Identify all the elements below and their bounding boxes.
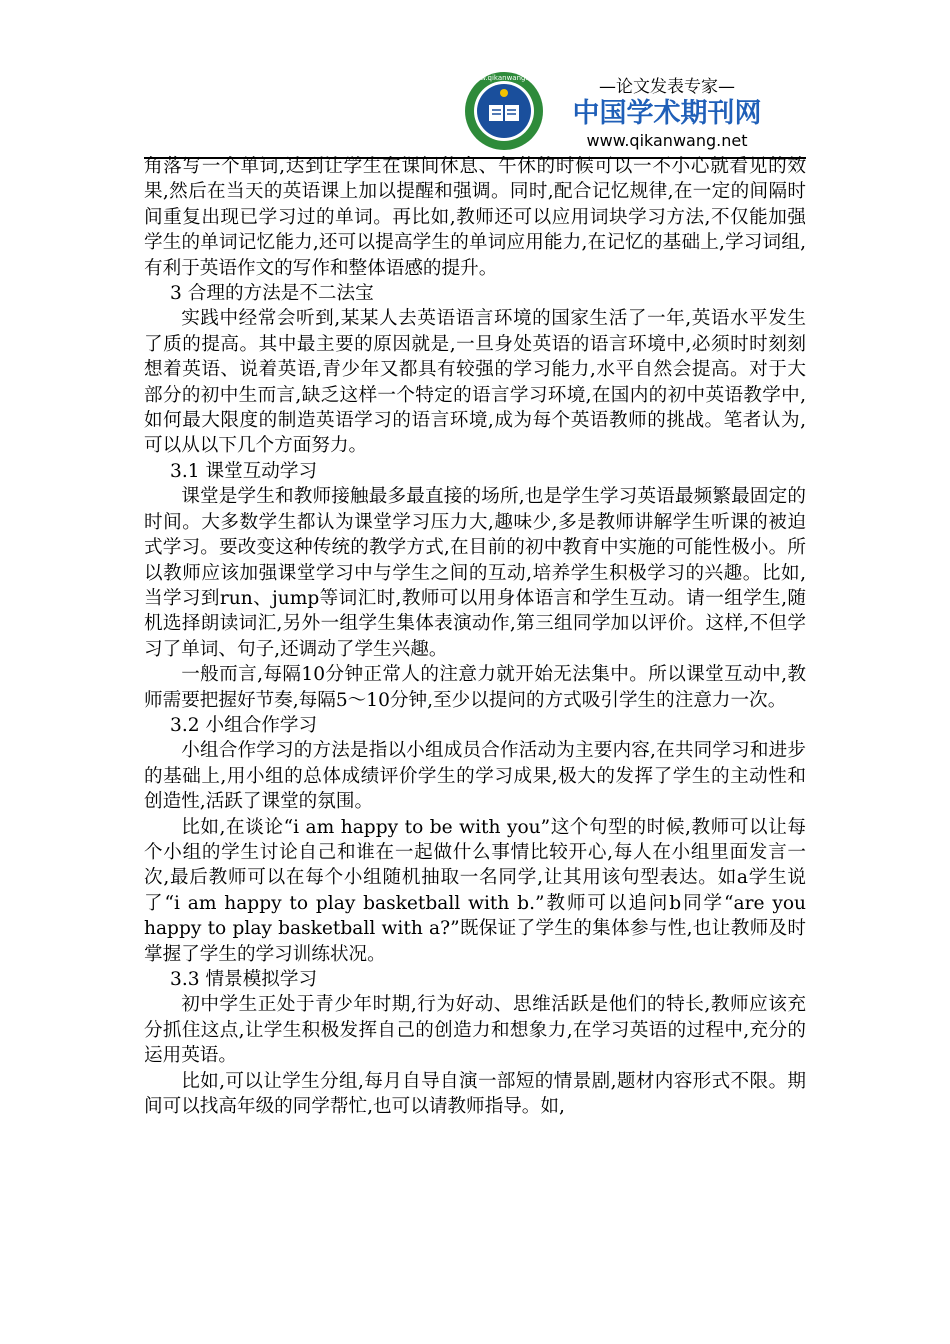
paragraph: 实践中经常会听到,某某人去英语语言环境的国家生活了一年,英语水平发生了质的提高。其中最主要的原因就是,一旦身处英语的语言环境中,必须时时刻刻想着英语、说着英语,青少年又都具有较强的学习能力,水平自然会提高。对于大部分的初中生而言,缺乏这样一个特定的语言学习环境,在国内的初中英语教学中,如何最大限度的制造英语学习的语言环境,成为每个英语教师的挑战。笔者认为,可以从以下几个方面努力。 (144, 308, 806, 457)
header-url: www.qikanwang.net (586, 131, 748, 150)
paragraph: 初中学生正处于青少年时期,行为好动、思维活跃是他们的特长,教师应该充分抓住这点,让学生积极发挥自己的创造力和想象力,在学习英语的过程中,充分的运用英语。 (144, 994, 806, 1067)
paragraph: 课堂是学生和教师接触最多最直接的场所,也是学生学习英语最频繁最固定的时间。大多数学生都认为课堂学习压力大,趣味少,多是教师讲解学生听课的被迫式学习。要改变这种传统的教学方式,在目前的初中教育中实施的可能性极小。所以教师应该加强课堂学习中与学生之间的互动,培养学生积极学习的兴趣。比如,当学习到run、jump等词汇时,教师可以用身体语言和学生互动。请一组学生,随机选择朗读词汇,另外一组学生集体表演动作,第三组同学加以评价。这样,不但学习了单词、句子,还调动了学生兴趣。 (144, 486, 806, 660)
paragraph: 一般而言,每隔10分钟正常人的注意力就开始无法集中。所以课堂互动中,教师需要把握好节奏,每隔5～10分钟,至少以提问的方式吸引学生的注意力一次。 (144, 664, 806, 711)
subsection-heading: 3.3 情景模拟学习 (170, 969, 318, 990)
section-heading: 3 合理的方法是不二法宝 (170, 283, 374, 305)
paragraph: 角落写一个单词,达到让学生在课间休息、午休的时候可以一不小心就看见的效果,然后在当天的英语课上加以提醒和强调。同时,配合记忆规律,在一定的间隔时间重复出现已学习过的单词。再比如,教师还可以应用词块学习方法,不仅能加强学生的单词记忆能力,还可以提高学生的单词应用能力,在记忆的基础上,学习词组,有利于英语作文的写作和整体语感的提升。 (144, 156, 806, 279)
header-tagline: —论文发表专家— (599, 77, 735, 97)
qikanwang-logo (462, 68, 802, 154)
seal-icon (465, 72, 543, 150)
paragraph: 小组合作学习的方法是指以小组成员合作活动为主要内容,在共同学习和进步的基础上,用小组的总体成绩评价学生的学习成果,极大的发挥了学生的主动性和创造性,活跃了课堂的氛围。 (144, 740, 806, 813)
paragraph: 比如,可以让学生分组,每月自导自演一部短的情景剧,题材内容形式不限。期间可以找高年级的同学帮忙,也可以请教师指导。如, (144, 1070, 806, 1118)
subsection-heading: 3.1 课堂互动学习 (170, 460, 318, 482)
svg-text:www.qikanwang.net: www.qikanwang.net (468, 74, 540, 82)
page-header (144, 68, 806, 160)
paragraph: 比如,在谈论“i am happy to be with you”这个句型的时候,教师可以让每个小组的学生讨论自己和谁在一起做什么事情比较开心,每人在小组里面发言一次,最后教师可以在每个小组随机抽取一名同学,让其用该句型表达。如a学生说了“i am happy to play basketball with b.”教师可以追问b同学“are you happy to play basketball with a?”既保证了学生的集体参与性,也让教师及时掌握了学生的学习训练状况。 (144, 816, 806, 965)
article-body (144, 154, 806, 1119)
subsection-heading: 3.2 小组合作学习 (170, 714, 318, 736)
header-brand: 中国学术期刊网 (572, 98, 762, 129)
